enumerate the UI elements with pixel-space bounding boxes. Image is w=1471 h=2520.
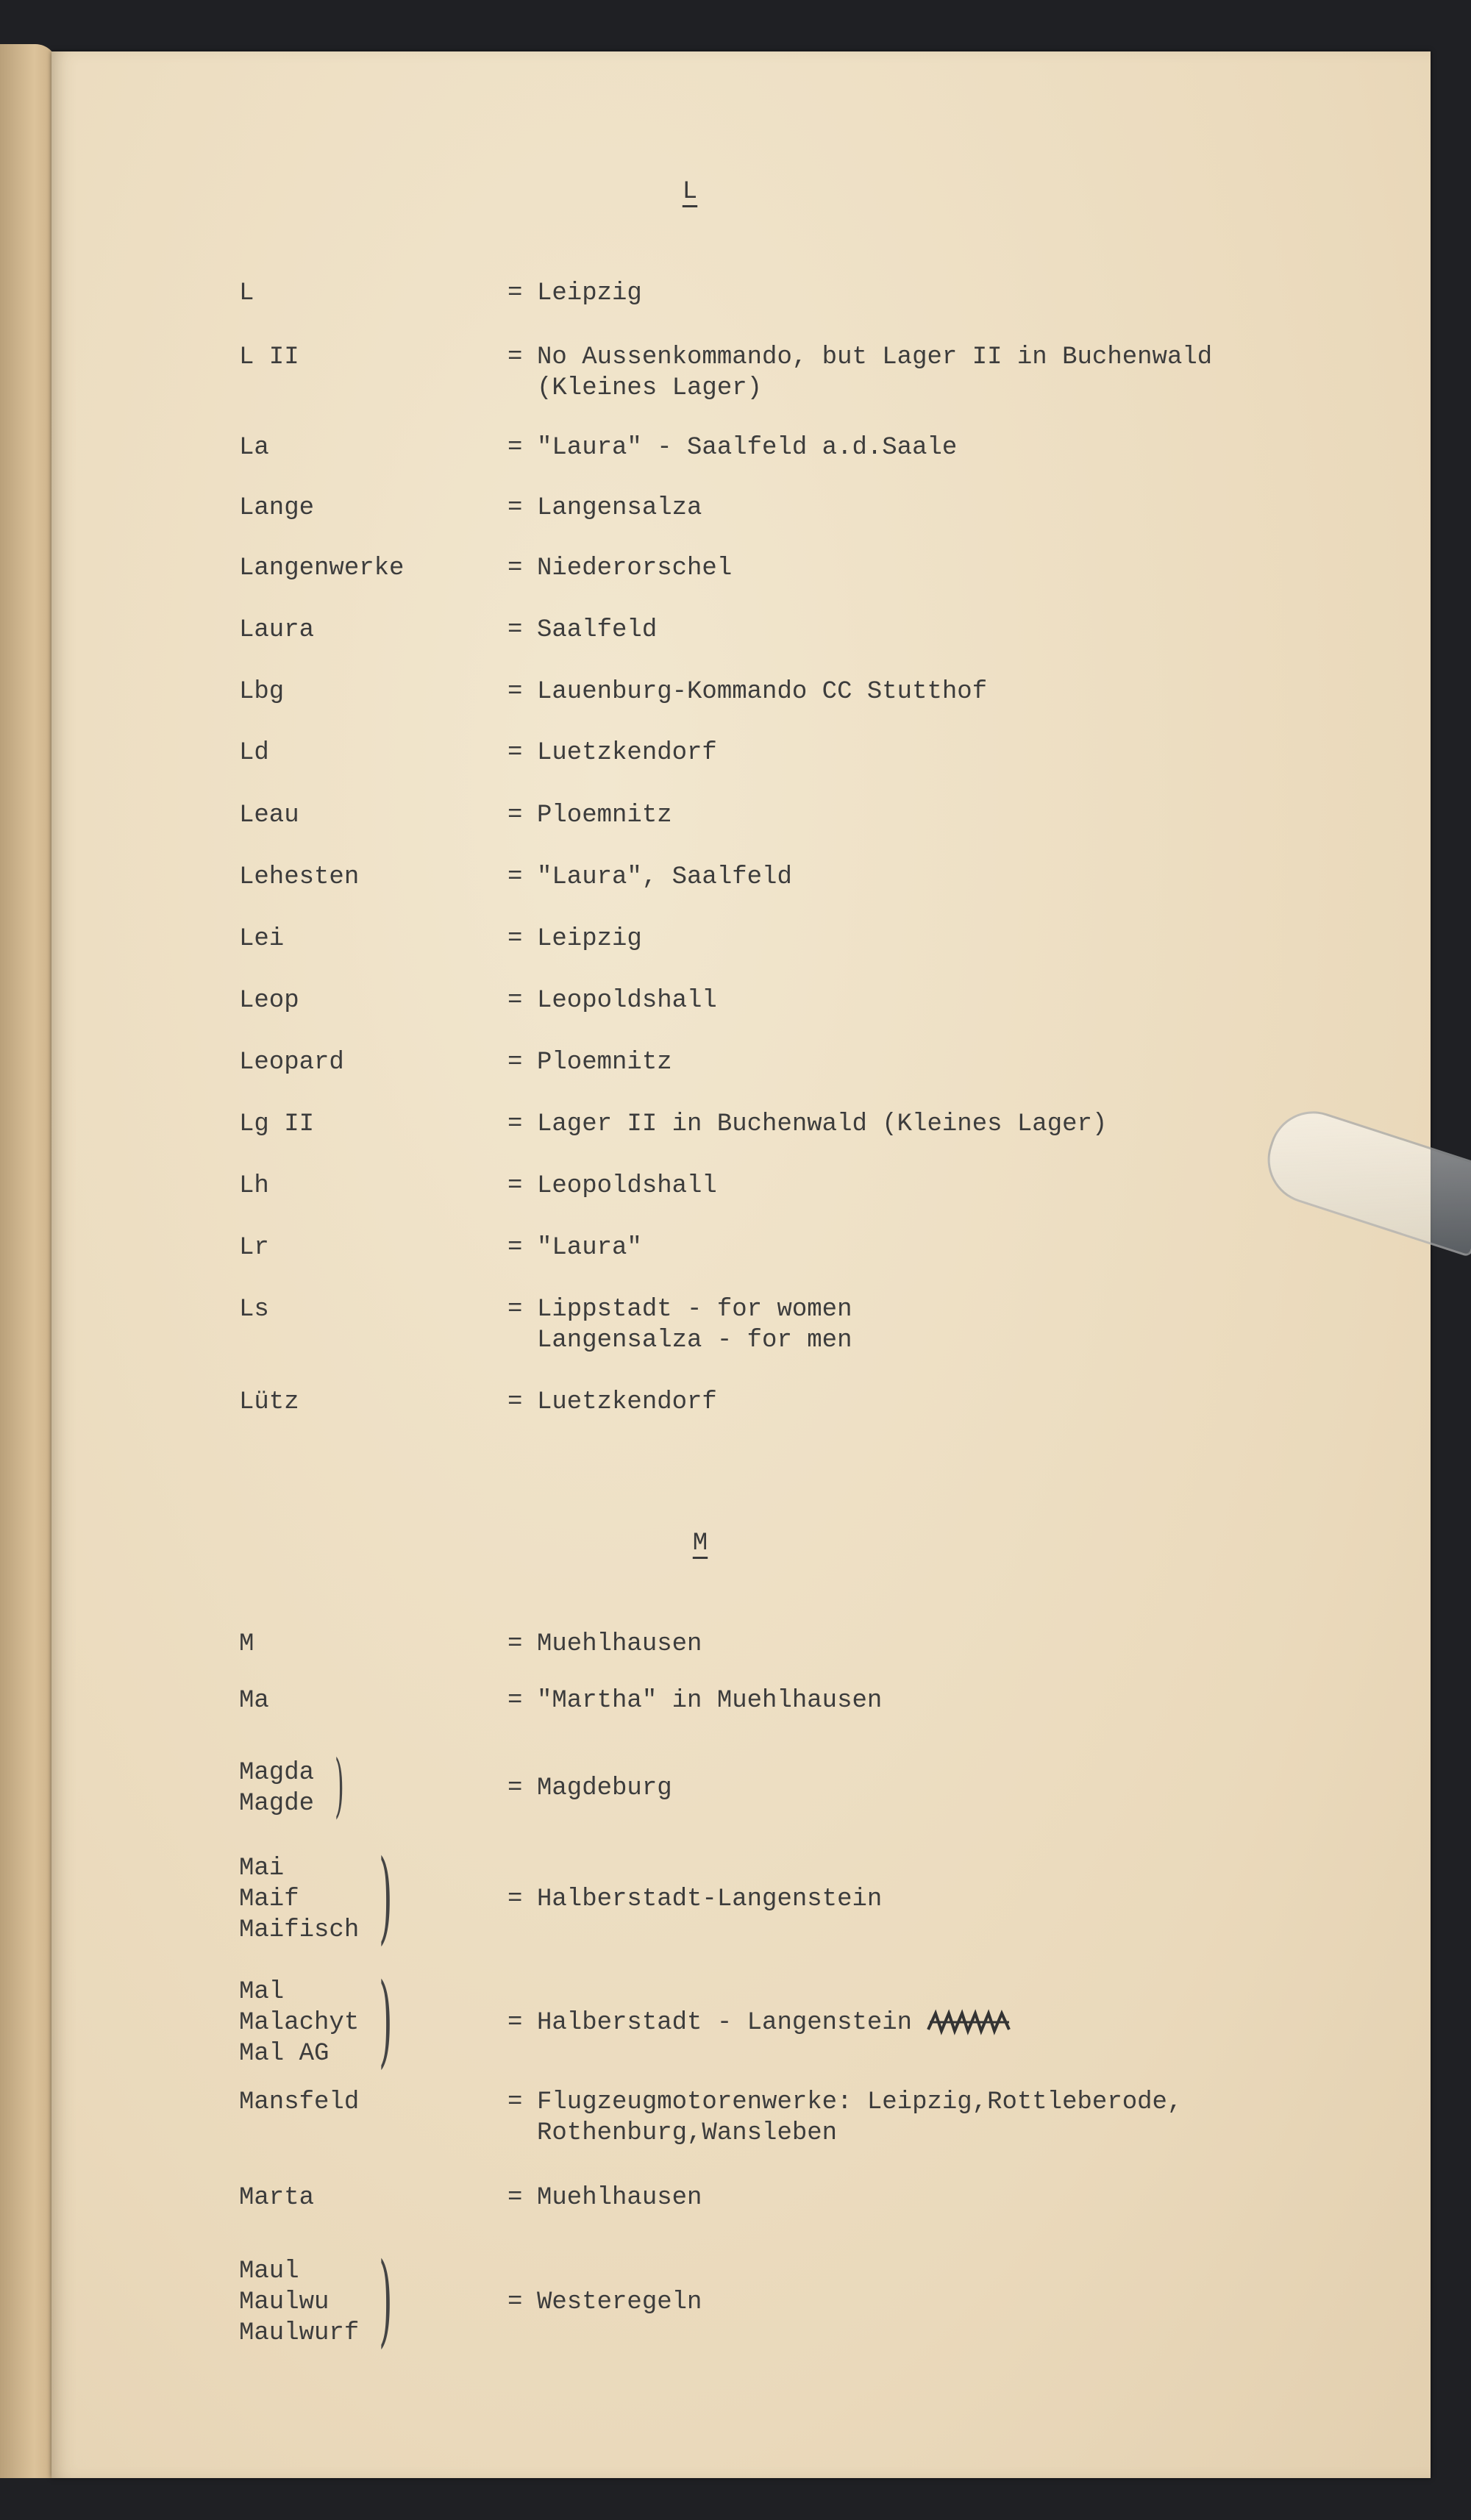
- equals-sign: =: [507, 863, 523, 891]
- entry-abbreviation: [239, 1232, 269, 1263]
- abbreviation-line: Maul: [239, 2257, 299, 2285]
- abbreviation-line: Lr: [239, 1234, 269, 1262]
- abbreviation-line: Lange: [239, 494, 315, 522]
- definition-line: Ploemnitz: [537, 1049, 672, 1077]
- entry-abbreviation: [239, 1685, 269, 1716]
- entry-abbreviation: [239, 2182, 314, 2213]
- equals-sign: =: [507, 2288, 523, 2316]
- entry-definition: [537, 615, 657, 646]
- entry-abbreviation: [239, 278, 254, 309]
- entry-abbreviation: [239, 1109, 314, 1140]
- abbreviation-line: Leopard: [239, 1049, 344, 1077]
- definition-line: (Kleines Lager): [537, 374, 763, 402]
- abbreviation-line: Mal: [239, 1978, 285, 2006]
- left-page-edge: [0, 44, 57, 2478]
- entry-definition: [537, 2087, 1182, 2149]
- entry-definition: [537, 800, 672, 831]
- equals-sign: =: [507, 279, 523, 307]
- equals-sign: =: [507, 554, 523, 582]
- equals-sign: =: [507, 343, 523, 371]
- grouping-brace: ): [335, 1746, 344, 1826]
- definition-line: Muehlhausen: [537, 1630, 702, 1658]
- equals-sign: =: [507, 1630, 523, 1658]
- abbreviation-line: Mansfeld: [239, 2088, 360, 2116]
- entry-abbreviation: [239, 553, 404, 584]
- equals-sign: =: [507, 802, 523, 829]
- definition-line: Leopoldshall: [537, 1172, 717, 1200]
- entry-definition: [537, 2287, 702, 2318]
- abbreviation-line: Maif: [239, 1885, 299, 1913]
- abbreviation-line: Leop: [239, 987, 299, 1015]
- abbreviation-line: Lütz: [239, 1388, 299, 1416]
- entry-abbreviation: [239, 1294, 269, 1325]
- definition-line: Leopoldshall: [537, 987, 717, 1015]
- equals-sign: =: [507, 494, 523, 522]
- abbreviation-line: M: [239, 1630, 254, 1658]
- definition-line: Westeregeln: [537, 2288, 702, 2316]
- entry-definition: [537, 1387, 717, 1418]
- entry-definition: [537, 1109, 1107, 1140]
- abbreviation-line: Maulwu: [239, 2288, 330, 2316]
- crossed-out-scribble: [925, 2007, 1014, 2037]
- entry-abbreviation: [239, 342, 299, 373]
- entry-abbreviation: [239, 1171, 269, 1202]
- grouping-brace: ): [379, 1839, 393, 1955]
- entry-abbreviation: [239, 738, 269, 768]
- entry-definition: [537, 738, 717, 768]
- entry-definition: [537, 2182, 702, 2213]
- entry-abbreviation: [239, 493, 314, 524]
- equals-sign: =: [507, 1049, 523, 1077]
- definition-line: Muehlhausen: [537, 2184, 702, 2212]
- abbreviation-line: Malachyt: [239, 2009, 360, 2037]
- entry-abbreviation: [239, 862, 359, 893]
- entry-definition: [537, 553, 732, 584]
- entry-definition: [537, 1171, 717, 1202]
- abbreviation-line: La: [239, 434, 269, 462]
- entry-abbreviation: [239, 615, 314, 646]
- equals-sign: =: [507, 739, 523, 767]
- equals-sign: =: [507, 434, 523, 462]
- definition-line: "Martha" in Muehlhausen: [537, 1687, 883, 1715]
- entry-abbreviation: [239, 1047, 344, 1078]
- abbreviation-line: L: [239, 279, 254, 307]
- abbreviation-line: L II: [239, 343, 299, 371]
- definition-line: Leipzig: [537, 279, 642, 307]
- entry-definition: [537, 493, 702, 524]
- equals-sign: =: [507, 2184, 523, 2212]
- entry-abbreviation: [239, 924, 284, 954]
- abbreviation-line: Magda: [239, 1759, 315, 1787]
- entry-definition: [537, 342, 1212, 404]
- equals-sign: =: [507, 1110, 523, 1138]
- definition-line: Rothenburg,Wansleben: [537, 2119, 838, 2147]
- definition-line: Halberstadt - Langenstein: [537, 2007, 1014, 2038]
- definition-line: Flugzeugmotorenwerke: Leipzig,Rottleberode,: [537, 2088, 1183, 2116]
- section-heading-l: L: [682, 178, 698, 206]
- entry-abbreviation: [239, 1757, 314, 1819]
- grouping-brace: ): [379, 1963, 393, 2079]
- abbreviation-line: Mai: [239, 1855, 285, 1882]
- equals-sign: =: [507, 2088, 523, 2116]
- entry-definition: [537, 1884, 882, 1915]
- definition-line: Lippstadt - for women: [537, 1296, 852, 1324]
- entry-abbreviation: [239, 1387, 299, 1418]
- entry-definition: [537, 2007, 1014, 2038]
- abbreviation-line: Ls: [239, 1296, 269, 1324]
- entry-abbreviation: [239, 2256, 359, 2349]
- abbreviation-line: Langenwerke: [239, 554, 405, 582]
- equals-sign: =: [507, 678, 523, 706]
- equals-sign: =: [507, 1687, 523, 1715]
- equals-sign: =: [507, 616, 523, 644]
- entry-definition: [537, 985, 717, 1016]
- equals-sign: =: [507, 1296, 523, 1324]
- definition-line: Langensalza - for men: [537, 1327, 852, 1354]
- definition-line: "Laura" - Saalfeld a.d.Saale: [537, 434, 958, 462]
- section-heading-m: M: [692, 1530, 708, 1557]
- entry-abbreviation: [239, 1977, 359, 2069]
- equals-sign: =: [507, 2009, 523, 2037]
- abbreviation-line: Lbg: [239, 678, 285, 706]
- definition-line: Langensalza: [537, 494, 702, 522]
- definition-line: Ploemnitz: [537, 802, 672, 829]
- entry-definition: [537, 862, 792, 893]
- abbreviation-line: Mal AG: [239, 2040, 330, 2068]
- entry-abbreviation: [239, 432, 269, 463]
- entry-definition: [537, 924, 642, 954]
- entry-abbreviation: [239, 800, 299, 831]
- abbreviation-line: Lehesten: [239, 863, 360, 891]
- entry-definition: [537, 1685, 882, 1716]
- abbreviation-line: Lh: [239, 1172, 269, 1200]
- definition-line: "Laura": [537, 1234, 642, 1262]
- equals-sign: =: [507, 1885, 523, 1913]
- definition-line: Niederorschel: [537, 554, 733, 582]
- abbreviation-line: Lg II: [239, 1110, 315, 1138]
- entry-definition: [537, 278, 642, 309]
- definition-line: Luetzkendorf: [537, 739, 717, 767]
- definition-line: No Aussenkommando, but Lager II in Buchenwald: [537, 343, 1213, 371]
- grouping-brace: ): [379, 2242, 393, 2358]
- definition-line: "Laura", Saalfeld: [537, 863, 792, 891]
- abbreviation-line: Marta: [239, 2184, 315, 2212]
- entry-abbreviation: [239, 2087, 359, 2118]
- entry-abbreviation: [239, 1853, 359, 1946]
- abbreviation-line: Ma: [239, 1687, 269, 1715]
- entry-definition: [537, 1294, 852, 1356]
- abbreviation-line: Leau: [239, 802, 299, 829]
- abbreviation-line: Maifisch: [239, 1916, 360, 1944]
- definition-line: Saalfeld: [537, 616, 658, 644]
- entry-definition: [537, 1232, 642, 1263]
- equals-sign: =: [507, 987, 523, 1015]
- abbreviation-line: Ld: [239, 739, 269, 767]
- definition-line: Leipzig: [537, 925, 642, 953]
- entry-definition: [537, 1629, 702, 1660]
- equals-sign: =: [507, 1388, 523, 1416]
- entry-definition: [537, 432, 957, 463]
- entry-definition: [537, 677, 987, 707]
- definition-line: Lager II in Buchenwald (Kleines Lager): [537, 1110, 1108, 1138]
- equals-sign: =: [507, 925, 523, 953]
- entry-definition: [537, 1773, 672, 1804]
- abbreviation-line: Maulwurf: [239, 2319, 360, 2347]
- entry-definition: [537, 1047, 672, 1078]
- abbreviation-line: Magde: [239, 1790, 315, 1818]
- entry-abbreviation: [239, 1629, 254, 1660]
- abbreviation-line: Lei: [239, 925, 285, 953]
- entry-abbreviation: [239, 985, 299, 1016]
- definition-line: Magdeburg: [537, 1774, 672, 1802]
- equals-sign: =: [507, 1774, 523, 1802]
- abbreviation-line: Laura: [239, 616, 315, 644]
- definition-line: Lauenburg-Kommando CC Stutthof: [537, 678, 988, 706]
- entry-abbreviation: [239, 677, 284, 707]
- equals-sign: =: [507, 1172, 523, 1200]
- equals-sign: =: [507, 1234, 523, 1262]
- definition-line: Halberstadt-Langenstein: [537, 1885, 883, 1913]
- definition-line: Luetzkendorf: [537, 1388, 717, 1416]
